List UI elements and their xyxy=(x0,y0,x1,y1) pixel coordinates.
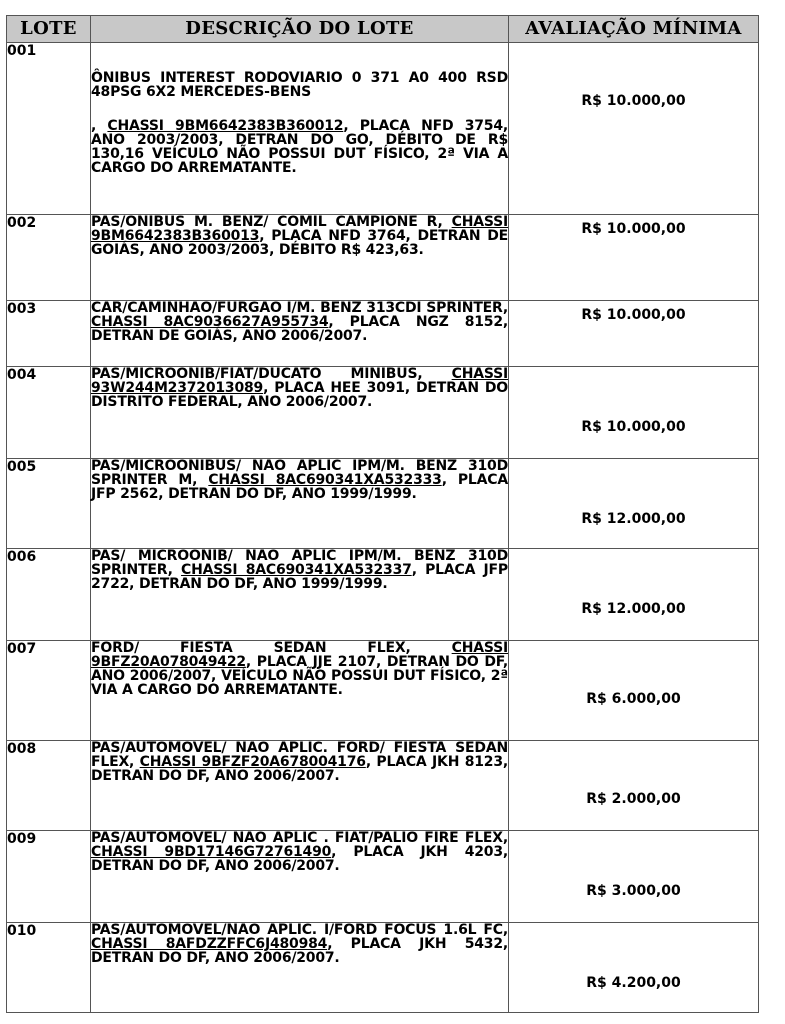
chassi-number: CHASSI 8AC9036627A955734 xyxy=(91,314,329,330)
value-text: R$ 10.000,00 xyxy=(581,419,686,435)
lot-description xyxy=(91,831,509,923)
header-avaliacao: AVALIAÇÃO MÍNIMA xyxy=(509,16,759,43)
description-text: , xyxy=(91,118,108,134)
table-row xyxy=(7,215,759,301)
value-text: R$ 6.000,00 xyxy=(586,691,681,707)
min-value xyxy=(509,641,759,741)
description-text: PAS/AUTOMOVEL/NAO APLIC. I/FORD FOCUS 1.6L FC, xyxy=(91,922,508,938)
description-text: , PLACA NFD 3764, DETRAN DE GOIÁS, ANO 2003/2003, DÉBITO R$ 423,63. xyxy=(91,228,508,258)
table-row xyxy=(7,367,759,459)
chassi-number: CHASSI 9BFZF20A678004176 xyxy=(139,754,366,770)
description-text: , PLACA NGZ 8152, DETRAN DE GOIÁS, ANO 2006/2007. xyxy=(91,314,509,344)
value-text: R$ 12.000,00 xyxy=(581,601,686,617)
min-value xyxy=(509,741,759,831)
description-text: CAR/CAMINHAO/FURGAO I/M. BENZ 313CDI SPRINTER, xyxy=(91,300,508,316)
min-value xyxy=(509,459,759,549)
value-text: R$ 4.200,00 xyxy=(586,975,681,991)
description-text: ÔNIBUS INTEREST RODOVIARIO 0 371 A0 400 RSD 48PSG 6X2 MERCEDES-BENS xyxy=(91,70,508,100)
lot-description xyxy=(91,459,509,549)
description-text: , PLACA JKH 8123, DETRAN DO DF, ANO 2006/2007. xyxy=(91,754,508,784)
lote-number: 001 xyxy=(7,43,91,215)
min-value xyxy=(509,549,759,641)
lote-number: 009 xyxy=(7,831,91,923)
description-text: PAS/AUTOMOVEL/ NAO APLIC. FORD/ FIESTA SEDAN FLEX, xyxy=(91,740,508,770)
description-text: PAS/ONIBUS M. BENZ/ COMIL CAMPIONE R, xyxy=(91,214,452,230)
table-row xyxy=(7,459,759,549)
min-value xyxy=(509,831,759,923)
lote-number: 002 xyxy=(7,215,91,301)
lot-description xyxy=(91,301,509,367)
description-text: , PLACA HEE 3091, DETRAN DO DISTRITO FEDERAL, ANO 2006/2007. xyxy=(91,380,508,410)
chassi-number: CHASSI 9BFZ20A078049422 xyxy=(91,640,508,670)
lots-table xyxy=(6,15,759,1013)
description-text: , PLACA JKH 5432, DETRAN DO DF, ANO 2006/2007. xyxy=(91,936,508,966)
value-text: R$ 12.000,00 xyxy=(581,511,686,527)
lote-number: 010 xyxy=(7,923,91,1013)
description-text: , PLACA JKH 4203, DETRAN DO DF, ANO 2006/2007. xyxy=(91,844,508,874)
header-descricao: DESCRIÇÃO DO LOTE xyxy=(91,16,509,43)
lote-number: 006 xyxy=(7,549,91,641)
lote-number: 005 xyxy=(7,459,91,549)
lot-description xyxy=(91,215,509,301)
value-text: R$ 10.000,00 xyxy=(581,307,686,323)
value-text: R$ 3.000,00 xyxy=(586,883,681,899)
chassi-number: CHASSI 9BM6642383B360012 xyxy=(107,118,344,134)
table-header-row xyxy=(7,16,759,43)
header-lote: LOTE xyxy=(7,16,91,43)
chassi-number: CHASSI 8AC690341XA532333 xyxy=(208,472,442,488)
lot-description xyxy=(91,549,509,641)
table-row xyxy=(7,641,759,741)
min-value xyxy=(509,367,759,459)
chassi-number: CHASSI 8AC690341XA532337 xyxy=(181,562,412,578)
description-text: , PLACA JJE 2107, DETRAN DO DF, ANO 2006/2007, VEÍCULO NÃO POSSUI DUT FÍSICO, 2ª VIA A CARGO DO ARREMATANTE. xyxy=(91,654,508,698)
chassi-number: CHASSI 9BM6642383B360013 xyxy=(91,214,508,244)
description-text: , PLACA NFD 3754, ANO 2003/2003, DETRAN DO GO, DÉBITO DE R$ 130,16 VEÍCULO NÃO POSSUI DUT FÍSICO, 2ª VIA A CARGO DO ARREMATANTE. xyxy=(91,118,508,176)
description-text: PAS/ MICROONIB/ NAO APLIC IPM/M. BENZ 310D SPRINTER, xyxy=(91,548,508,578)
description-text: PAS/MICROONIB/FIAT/DUCATO MINIBUS, xyxy=(91,366,452,382)
lote-number: 004 xyxy=(7,367,91,459)
min-value xyxy=(509,923,759,1013)
table-row xyxy=(7,43,759,215)
lot-description xyxy=(91,641,509,741)
description-text: PAS/AUTOMOVEL/ NAO APLIC . FIAT/PALIO FIRE FLEX, xyxy=(91,830,508,846)
table-row xyxy=(7,549,759,641)
lot-description xyxy=(91,741,509,831)
min-value xyxy=(509,301,759,367)
lote-number: 007 xyxy=(7,641,91,741)
min-value xyxy=(509,43,759,215)
value-text: R$ 10.000,00 xyxy=(581,93,686,109)
description-text: PAS/MICROONIBUS/ NAO APLIC IPM/M. BENZ 310D SPRINTER M, xyxy=(91,458,508,488)
lot-description xyxy=(91,367,509,459)
chassi-number: CHASSI 8AFDZZFFC6J480984 xyxy=(91,936,328,952)
value-text: R$ 10.000,00 xyxy=(581,221,686,237)
table-row xyxy=(7,741,759,831)
value-text: R$ 2.000,00 xyxy=(586,791,681,807)
table-row xyxy=(7,301,759,367)
lot-description xyxy=(91,43,509,215)
chassi-number: CHASSI 93W244M2372013089 xyxy=(91,366,508,396)
min-value xyxy=(509,215,759,301)
lot-description xyxy=(91,923,509,1013)
lote-number: 008 xyxy=(7,741,91,831)
description-text: , PLACA JFP 2562, DETRAN DO DF, ANO 1999/1999. xyxy=(91,472,508,502)
description-text: , PLACA JFP 2722, DETRAN DO DF, ANO 1999/1999. xyxy=(91,562,508,592)
description-text: FORD/ FIESTA SEDAN FLEX, xyxy=(91,640,452,656)
chassi-number: CHASSI 9BD17146G72761490 xyxy=(91,844,332,860)
lote-number: 003 xyxy=(7,301,91,367)
table-row xyxy=(7,923,759,1013)
table-row xyxy=(7,831,759,923)
